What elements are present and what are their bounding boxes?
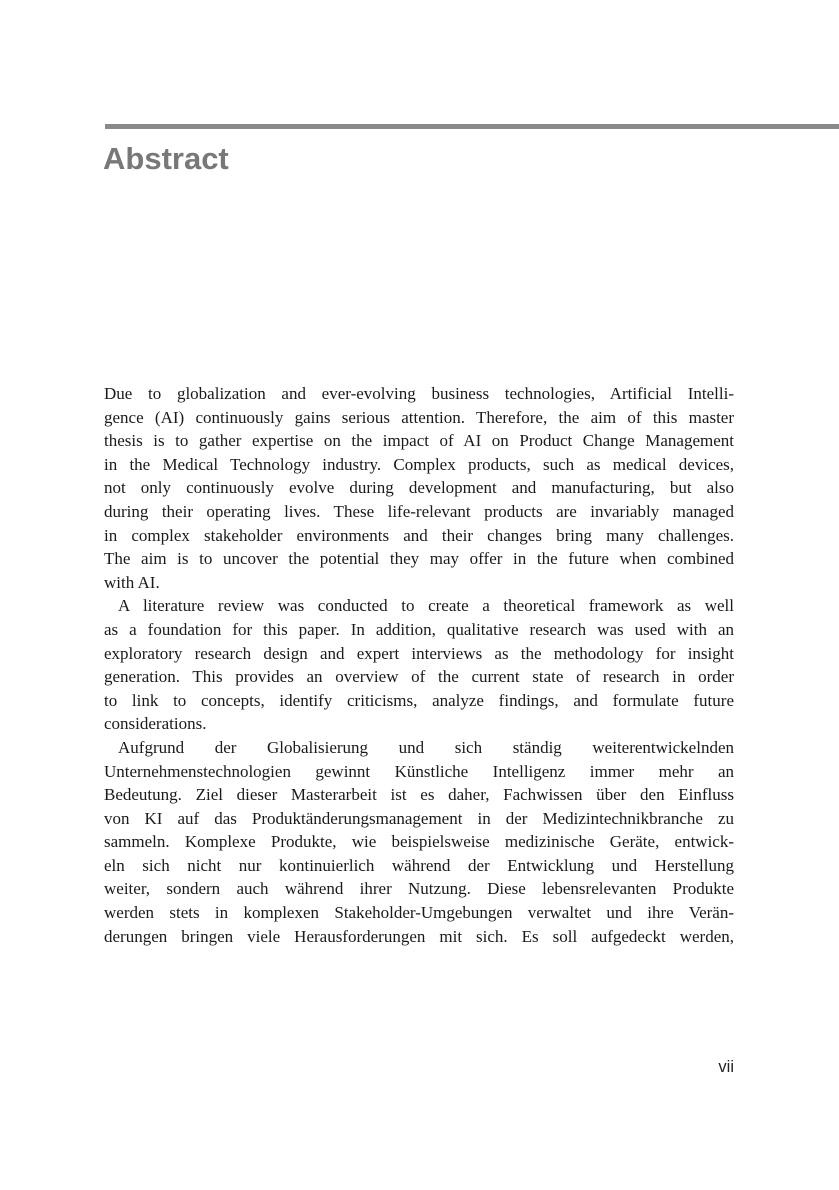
- text-line: in complex stakeholder environments and their changes bring many challenges.: [104, 525, 734, 545]
- text-line: exploratory research design and expert interviews as the methodology for insight: [104, 643, 734, 663]
- page-title: Abstract: [103, 141, 229, 176]
- text-line: werden stets in komplexen Stakeholder-Umgebungen verwaltet und ihre Verän-: [104, 903, 734, 923]
- text-line: considerations.: [104, 714, 207, 734]
- text-line: A literature review was conducted to create a theoretical framework as well: [118, 596, 734, 616]
- text-line: thesis is to gather expertise on the impact of AI on Product Change Management: [104, 431, 734, 451]
- text-line: eln sich nicht nur kontinuierlich während der Entwicklung und Herstellung: [104, 855, 734, 875]
- text-line: weiter, sondern auch während ihrer Nutzung. Diese lebensrelevanten Produkte: [104, 879, 734, 899]
- text-line: to link to concepts, identify criticisms, analyze findings, and formulate future: [104, 690, 734, 710]
- text-line: Unternehmenstechnologien gewinnt Künstliche Intelligenz immer mehr an: [104, 761, 734, 781]
- text-line: in the Medical Technology industry. Complex products, such as medical devices,: [104, 454, 734, 474]
- page-number: vii: [718, 1058, 734, 1076]
- text-line: The aim is to uncover the potential they may offer in the future when combined: [104, 549, 734, 569]
- text-line: derungen bringen viele Herausforderungen mit sich. Es soll aufgedeckt werden,: [104, 926, 734, 946]
- text-line: Aufgrund der Globalisierung und sich ständig weiterentwickelnden: [118, 737, 734, 757]
- text-line: during their operating lives. These life-relevant products are invariably managed: [104, 501, 734, 521]
- text-line: generation. This provides an overview of the current state of research in order: [104, 667, 734, 687]
- text-line: von KI auf das Produktänderungsmanagement in der Medizintechnikbranche zu: [104, 808, 734, 828]
- abstract-text: [104, 382, 734, 948]
- text-line: gence (AI) continuously gains serious attention. Therefore, the aim of this master: [104, 407, 734, 427]
- text-line: Due to globalization and ever-evolving business technologies, Artificial Intelli-: [104, 384, 734, 403]
- text-line: sammeln. Komplexe Produkte, wie beispielsweise medizinische Geräte, entwick-: [104, 832, 734, 852]
- chapter-heading-rule: [105, 124, 839, 129]
- text-line: as a foundation for this paper. In addition, qualitative research was used with an: [104, 619, 734, 639]
- text-line: not only continuously evolve during development and manufacturing, but also: [104, 478, 734, 498]
- text-line: Bedeutung. Ziel dieser Masterarbeit ist es daher, Fachwissen über den Einfluss: [104, 785, 734, 805]
- text-line: with AI.: [104, 572, 160, 592]
